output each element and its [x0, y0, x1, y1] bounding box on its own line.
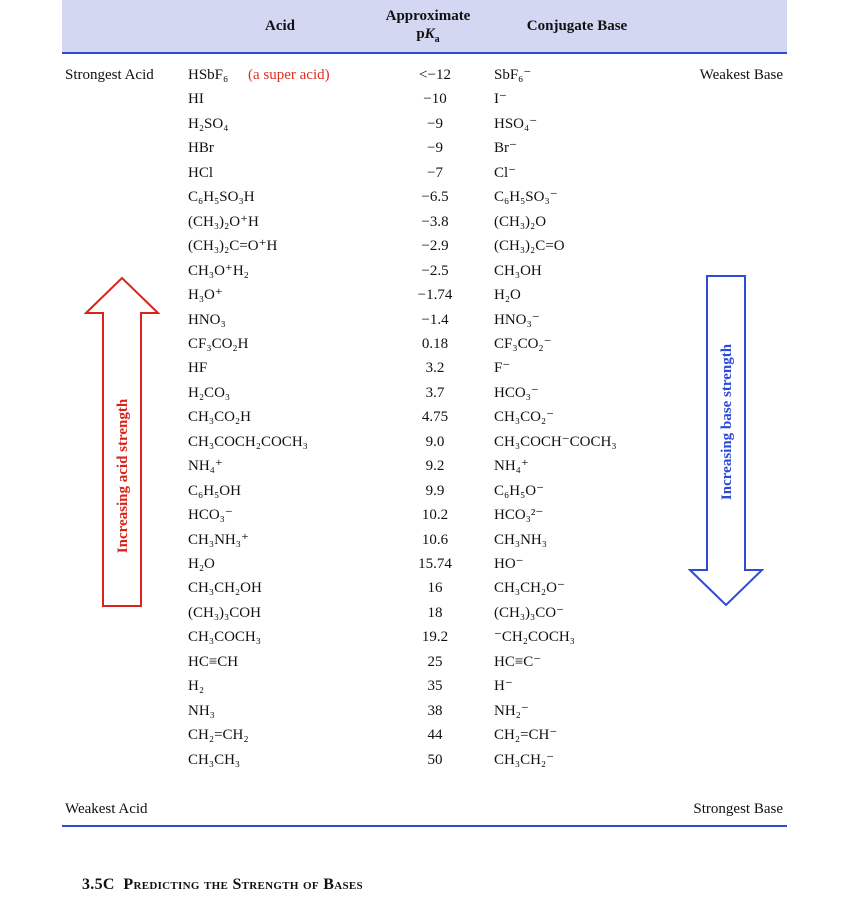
acid-cell: HBr: [188, 140, 214, 156]
table-bottom-rule: [62, 825, 787, 827]
acid-cell: (CH₃)₃COH: [188, 605, 261, 621]
conjugate-base-cell: H⁻: [494, 678, 513, 694]
pka-cell: −2.5: [421, 263, 449, 279]
conjugate-base-cell: HNO₃⁻: [494, 312, 540, 328]
conjugate-base-cell: H₂O: [494, 287, 521, 303]
pka-cell: −3.8: [421, 214, 449, 230]
conjugate-base-cell: CH₃CO₂⁻: [494, 409, 555, 425]
conjugate-base-cell: Br⁻: [494, 140, 517, 156]
acid-cell: H₂SO₄: [188, 116, 229, 132]
conjugate-base-cell: HO⁻: [494, 556, 524, 572]
acid-cell: NH₃: [188, 703, 215, 719]
pka-cell: 9.0: [425, 434, 445, 450]
increasing-base-arrow: [688, 274, 764, 608]
header-conjugate-base: Conjugate Base: [526, 18, 628, 34]
acid-cell: HSbF₆: [188, 67, 229, 83]
header-pka-line1: Approximate: [385, 8, 471, 24]
acid-cell: CH₃NH₃⁺: [188, 532, 249, 548]
acid-cell: C₆H₅OH: [188, 483, 241, 499]
pka-cell: −9: [427, 140, 443, 156]
acid-cell: HCO₃⁻: [188, 507, 233, 523]
strongest-base-label: Strongest Base: [693, 801, 783, 817]
strongest-acid-label: Strongest Acid: [65, 67, 154, 83]
pka-cell: 9.2: [425, 458, 445, 474]
conjugate-base-cell: HCO₃⁻: [494, 385, 539, 401]
conjugate-base-cell: CF₃CO₂⁻: [494, 336, 552, 352]
acid-cell: (CH₃)₂C=O⁺H: [188, 238, 278, 254]
conjugate-base-cell: ⁻CH₂COCH₃: [494, 629, 575, 645]
pka-cell: 25: [427, 654, 443, 670]
pka-cell: −1.4: [421, 312, 449, 328]
pka-cell: 38: [427, 703, 443, 719]
pka-cell: 9.9: [425, 483, 445, 499]
section-title: Predicting the Strength of Bases: [123, 876, 363, 893]
pka-cell: −2.9: [421, 238, 449, 254]
acid-cell: HCl: [188, 165, 214, 181]
conjugate-base-cell: SbF₆⁻: [494, 67, 532, 83]
conjugate-base-cell: NH₂⁻: [494, 703, 529, 719]
pka-cell: 16: [427, 580, 443, 596]
pka-cell: 3.7: [425, 385, 445, 401]
conjugate-base-cell: CH₃CH₂⁻: [494, 752, 555, 768]
acid-cell: HNO₃: [188, 312, 226, 328]
pka-cell: −6.5: [421, 189, 449, 205]
pka-cell: 18: [427, 605, 443, 621]
acid-cell: CH₃CO₂H: [188, 409, 251, 425]
acid-cell: CH₂=CH₂: [188, 727, 249, 743]
pka-cell: −7: [427, 165, 443, 181]
table-header: [62, 0, 787, 54]
pka-cell: 4.75: [421, 409, 449, 425]
conjugate-base-cell: C₆H₅SO₃⁻: [494, 189, 558, 205]
conjugate-base-cell: (CH₃)₂O: [494, 214, 547, 230]
conjugate-base-cell: CH₃NH₃: [494, 532, 547, 548]
pka-cell: 10.6: [421, 532, 449, 548]
conjugate-base-cell: Cl⁻: [494, 165, 517, 181]
pka-cell: <−12: [419, 67, 451, 83]
weakest-base-label: Weakest Base: [699, 67, 783, 83]
acid-cell: CH₃CH₃: [188, 752, 241, 768]
conjugate-base-cell: (CH₃)₂C=O: [494, 238, 565, 254]
conjugate-base-cell: CH₂=CH⁻: [494, 727, 558, 743]
pka-cell: −1.74: [417, 287, 453, 303]
acid-cell: C₆H₅SO₃H: [188, 189, 255, 205]
pka-cell: 10.2: [421, 507, 449, 523]
header-pka: [370, 7, 486, 49]
acid-cell: CH₃COCH₂COCH₃: [188, 434, 308, 450]
increasing-acid-label: Increasing acid strength: [115, 398, 131, 554]
header-acid: Acid: [265, 18, 295, 34]
acid-cell: HI: [188, 91, 204, 107]
conjugate-base-cell: HC≡C⁻: [494, 654, 542, 670]
acid-cell: HC≡CH: [188, 654, 239, 670]
increasing-base-label: Increasing base strength: [719, 343, 735, 501]
acid-cell: H₂CO₃: [188, 385, 231, 401]
acid-cell: NH₄⁺: [188, 458, 223, 474]
pka-cell: 44: [427, 727, 443, 743]
acid-cell: CH₃O⁺H₂: [188, 263, 249, 279]
acid-cell: HF: [188, 360, 208, 376]
conjugate-base-cell: CH₃OH: [494, 263, 542, 279]
weakest-acid-label: Weakest Acid: [65, 801, 148, 817]
conjugate-base-cell: C₆H₅O⁻: [494, 483, 545, 499]
increasing-acid-arrow: [84, 276, 160, 608]
header-pka-line2: $pK_a$: [416, 26, 440, 45]
acid-cell: H₂O: [188, 556, 215, 572]
conjugate-base-cell: (CH₃)₃CO⁻: [494, 605, 565, 621]
conjugate-base-cell: CH₃COCH⁻COCH₃: [494, 434, 617, 450]
pka-cell: 0.18: [421, 336, 449, 352]
pka-cell: 50: [427, 752, 443, 768]
pka-cell: 19.2: [421, 629, 449, 645]
conjugate-base-cell: NH₄⁺: [494, 458, 529, 474]
super-acid-note: (a super acid): [248, 67, 330, 83]
conjugate-base-cell: F⁻: [494, 360, 511, 376]
acid-cell: CH₃COCH₃: [188, 629, 261, 645]
acid-cell: CF₃CO₂H: [188, 336, 249, 352]
pka-cell: 3.2: [425, 360, 445, 376]
section-number: 3.5C: [82, 876, 115, 893]
acid-cell: H₂: [188, 678, 205, 694]
conjugate-base-cell: I⁻: [494, 91, 507, 107]
pka-cell: −10: [423, 91, 447, 107]
conjugate-base-cell: HCO₃²⁻: [494, 507, 544, 523]
conjugate-base-cell: CH₃CH₂O⁻: [494, 580, 565, 596]
conjugate-base-cell: HSO₄⁻: [494, 116, 538, 132]
pka-cell: −9: [427, 116, 443, 132]
pka-cell: 15.74: [418, 556, 452, 572]
pka-cell: 35: [427, 678, 443, 694]
acid-cell: CH₃CH₂OH: [188, 580, 262, 596]
section-heading: [82, 876, 363, 894]
acid-cell: H₃O⁺: [188, 287, 223, 303]
acid-cell: (CH₃)₂O⁺H: [188, 214, 259, 230]
